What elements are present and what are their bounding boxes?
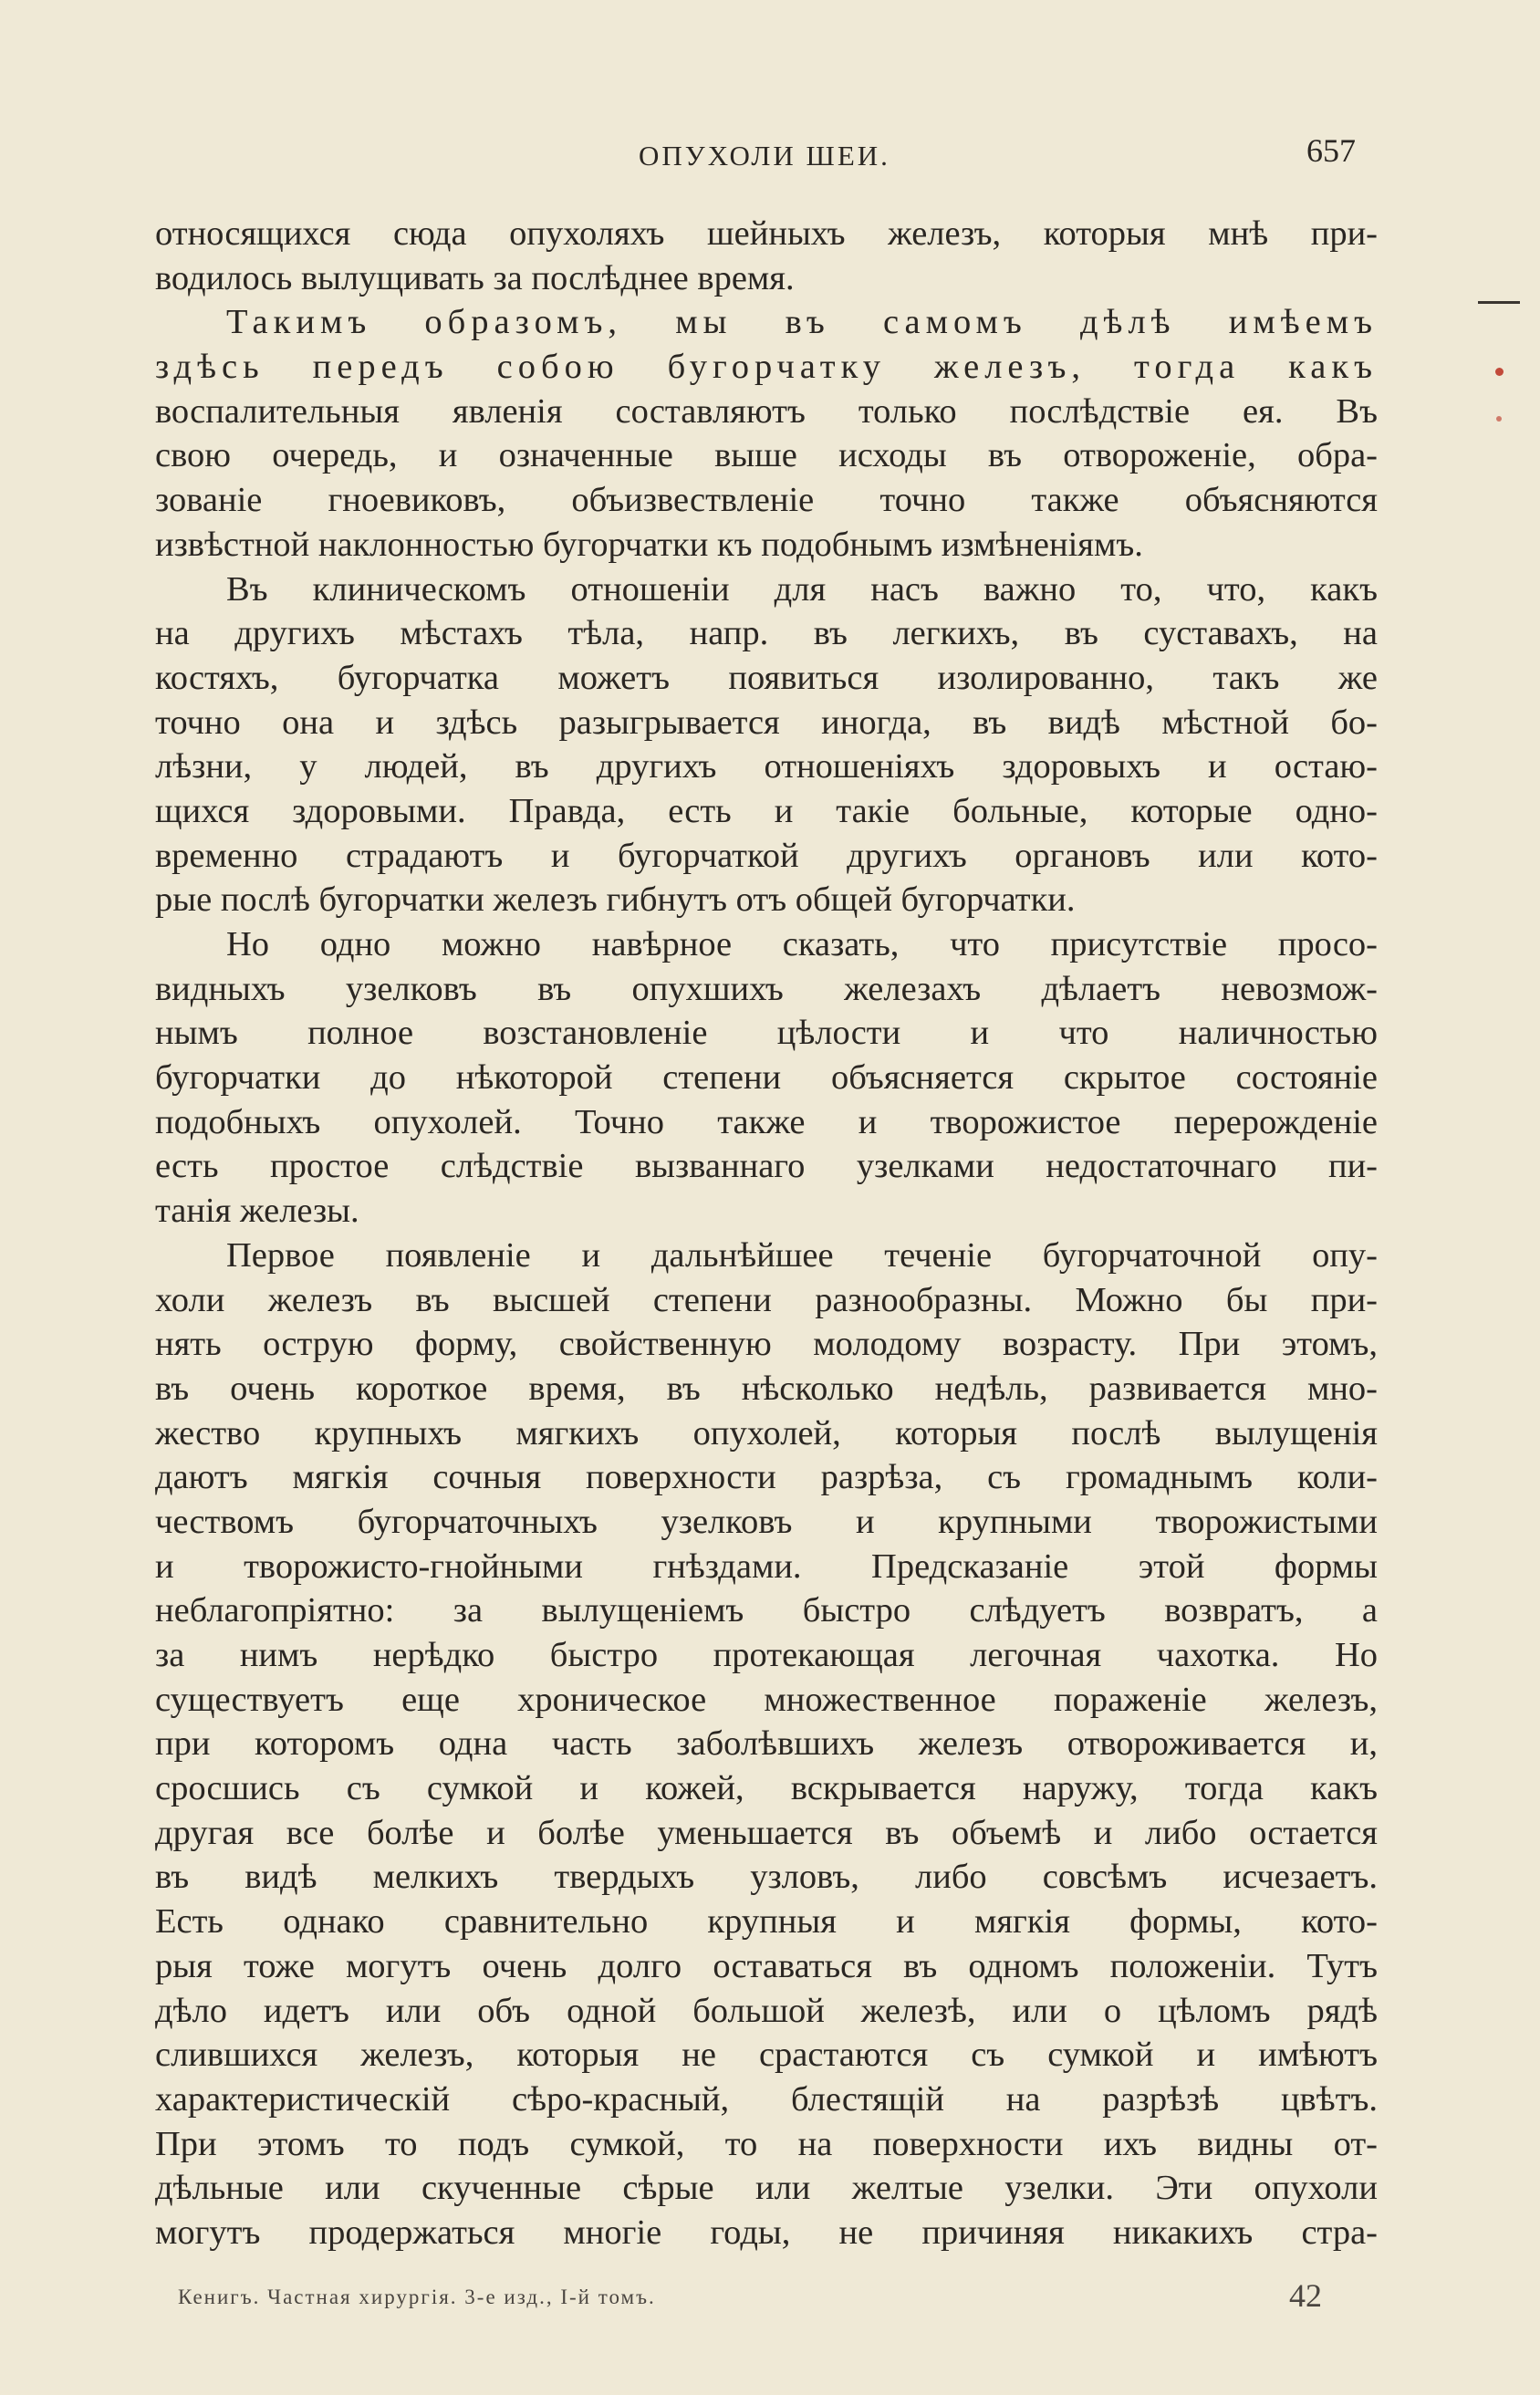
- text-line: рые послѣ бугорчатки железъ гибнутъ отъ общей бугорчатки.: [155, 880, 1076, 920]
- text-line: другая все болѣе и болѣе уменьшается въ объемѣ и либо остается: [155, 1813, 1378, 1852]
- edge-mark: [1478, 301, 1520, 304]
- margin-dot: [1495, 368, 1504, 376]
- running-head: ОПУХОЛИ ШЕИ.: [639, 140, 890, 172]
- text-line: за нимъ нерѣдко быстро протекающая легочная чахотка. Но: [155, 1636, 1378, 1674]
- text-line: лѣзни, у людей, въ другихъ отношеніяхъ здоровыхъ и остаю-: [155, 747, 1378, 786]
- text-line: Въ клиническомъ отношеніи для насъ важно то, что, какъ: [226, 569, 1378, 609]
- text-line: При этомъ то подъ сумкой, то на поверхности ихъ видны от-: [155, 2124, 1378, 2163]
- text-line: Первое появленіе и дальнѣйшее теченіе бугорчаточной опу-: [226, 1235, 1378, 1275]
- text-line: водилось вылущивать за послѣднее время.: [155, 258, 795, 297]
- text-line: даютъ мягкія сочныя поверхности разрѣза, съ громаднымъ коли-: [155, 1458, 1378, 1497]
- footer-signature: Кенигъ. Частная хирургія. 3-е изд., I-й томъ.: [178, 2286, 656, 2308]
- text-line: подобныхъ опухолей. Точно также и творожистое перерожденіе: [155, 1102, 1378, 1141]
- text-line: въ видѣ мелкихъ твердыхъ узловъ, либо совсѣмъ исчезаетъ.: [155, 1858, 1378, 1897]
- text-line: дѣльные или скученные сѣрые или желтые узелки. Эти опухоли: [155, 2169, 1378, 2208]
- text-line: здѣсь передъ собою бугорчатку железъ, тогда какъ: [155, 348, 1378, 387]
- text-line: извѣстной наклонностью бугорчатки къ подобнымъ измѣненіямъ.: [155, 525, 1143, 564]
- text-line: неблагопріятно: за вылущеніемъ быстро слѣдуетъ возвратъ, а: [155, 1591, 1378, 1630]
- text-line: рыя тоже могутъ очень долго оставаться въ одномъ положеніи. Тутъ: [155, 1946, 1378, 1985]
- text-line: воспалительныя явленія составляютъ только послѣдствіе ея. Въ: [155, 391, 1378, 431]
- margin-dot: [1496, 416, 1502, 422]
- text-line: слившихся железъ, которыя не срастаются съ сумкой и имѣютъ: [155, 2036, 1378, 2075]
- text-line: могутъ продержаться многіе годы, не причиняя никакихъ стра-: [155, 2213, 1378, 2252]
- text-line: щихся здоровыми. Правда, есть и такіе больные, которые одно-: [155, 791, 1378, 830]
- text-line: при которомъ одна часть заболѣвшихъ железъ отвороживается и,: [155, 1724, 1378, 1764]
- text-line: существуетъ еще хроническое множественное пораженіе железъ,: [155, 1680, 1378, 1719]
- text-line: танія железы.: [155, 1192, 359, 1231]
- text-line: видныхъ узелковъ въ опухшихъ железахъ дѣлаетъ невозмож-: [155, 969, 1378, 1008]
- text-line: костяхъ, бугорчатка можетъ появиться изолированно, такъ же: [155, 658, 1378, 697]
- text-line: нымъ полное возстановленіе цѣлости и что наличностью: [155, 1014, 1378, 1053]
- text-line: Но одно можно навѣрное сказать, что присутствіе просо-: [226, 925, 1378, 963]
- text-line: нять острую форму, свойственную молодому возрасту. При этомъ,: [155, 1325, 1378, 1364]
- text-line: Есть однако сравнительно крупныя и мягкія формы, кото-: [155, 1902, 1378, 1942]
- text-line: характеристическій сѣро-красный, блестящій на разрѣзѣ цвѣтъ.: [155, 2079, 1378, 2119]
- text-line: холи железъ въ высшей степени разнообразны. Можно бы при-: [155, 1280, 1378, 1319]
- text-line: чествомъ бугорчаточныхъ узелковъ и крупными творожистыми: [155, 1502, 1378, 1541]
- text-line: жество крупныхъ мягкихъ опухолей, которыя послѣ вылущенія: [155, 1413, 1378, 1453]
- body-text: [155, 212, 1378, 2255]
- text-line: временно страдаютъ и бугорчаткой другихъ органовъ или кото-: [155, 836, 1378, 875]
- text-line: относящихся сюда опухоляхъ шейныхъ железъ, которыя мнѣ при-: [155, 214, 1378, 253]
- text-line: зованіе гноевиковъ, объизвествленіе точно также объясняются: [155, 481, 1378, 520]
- text-line: на другихъ мѣстахъ тѣла, напр. въ легкихъ, въ суставахъ, на: [155, 614, 1378, 653]
- text-line: и творожисто-гнойными гнѣздами. Предсказаніе этой формы: [155, 1546, 1378, 1586]
- text-line: Такимъ образомъ, мы въ самомъ дѣлѣ имѣемъ: [226, 303, 1378, 342]
- text-line: сросшись съ сумкой и кожей, вскрывается наружу, тогда какъ: [155, 1769, 1378, 1808]
- text-line: въ очень короткое время, въ нѣсколько недѣль, развивается мно-: [155, 1369, 1378, 1408]
- page-number: 657: [1306, 132, 1356, 169]
- text-line: свою очередь, и означенные выше исходы въ отвороженіе, обра-: [155, 436, 1378, 475]
- text-line: точно она и здѣсь разыгрывается иногда, въ видѣ мѣстной бо-: [155, 703, 1378, 742]
- text-line: есть простое слѣдствіе вызваннаго узелками недостаточнаго пи-: [155, 1147, 1378, 1186]
- signature-number: 42: [1289, 2277, 1322, 2314]
- text-line: дѣло идетъ или объ одной большой железѣ, или о цѣломъ рядѣ: [155, 1991, 1378, 2030]
- text-line: бугорчатки до нѣкоторой степени объясняется скрытое состояніе: [155, 1058, 1378, 1098]
